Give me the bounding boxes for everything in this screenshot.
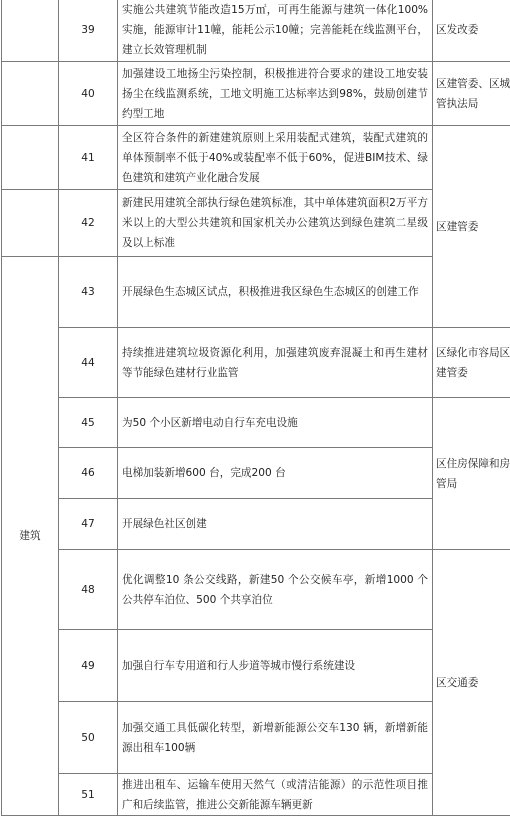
item-number: 43 (59, 257, 118, 328)
task-description: 加强交通工具低碳化转型，新增新能源公交车130 辆，新增新能源出租车100辆 (118, 702, 433, 774)
category-cell (2, 62, 59, 126)
task-description: 开展绿色生态城区试点，积极推进我区绿色生态城区的创建工作 (118, 257, 433, 328)
task-description: 加强建设工地扬尘污染控制，积极推进符合要求的建设工地安装扬尘在线监测系统，工地文明施工达标率达到98%，鼓励创建节约型工地 (118, 62, 433, 126)
item-number: 45 (59, 398, 118, 448)
item-number: 48 (59, 550, 118, 630)
task-description: 开展绿色社区创建 (118, 499, 433, 550)
category-cell (2, 0, 59, 62)
responsible-department: 区交通委 (433, 550, 510, 816)
task-description: 为50 个小区新增电动自行车充电设施 (118, 398, 433, 448)
task-description: 电梯加装新增600 台，完成200 台 (118, 448, 433, 499)
category-cell (2, 190, 59, 257)
item-number: 47 (59, 499, 118, 550)
task-description: 全区符合条件的新建建筑原则上采用装配式建筑，装配式建筑的单体预制率不低于40%或装配率不低于60%，促进BIM技术、绿色建筑和建筑产业化融合发展 (118, 126, 433, 190)
table-row (2, 398, 510, 448)
item-number: 44 (59, 328, 118, 398)
responsible-department: 区绿化市容局区建管委 (433, 328, 510, 398)
task-table (1, 0, 510, 816)
item-number: 39 (59, 0, 118, 62)
table-row (2, 328, 510, 398)
item-number: 40 (59, 62, 118, 126)
task-description: 持续推进建筑垃圾资源化利用，加强建筑废弃混凝土和再生建材等节能绿色建材行业监管 (118, 328, 433, 398)
responsible-department: 区建管委、区城管执法局 (433, 62, 510, 126)
category-label: 建筑 (2, 257, 59, 816)
task-description: 实施公共建筑节能改造15万㎡，可再生能源与建筑一体化100%实施，能源审计11幢，能耗公示10幢；完善能耗在线监测平台，建立长效管理机制 (118, 0, 433, 62)
table-row (2, 0, 510, 62)
item-number: 49 (59, 630, 118, 702)
item-number: 41 (59, 126, 118, 190)
task-description: 新建民用建筑全部执行绿色建筑标准，其中单体建筑面积2万平方米以上的大型公共建筑和国家机关办公建筑达到绿色建筑二星级及以上标准 (118, 190, 433, 257)
table-row (2, 550, 510, 630)
item-number: 50 (59, 702, 118, 774)
responsible-department: 区发改委 (433, 0, 510, 62)
responsible-department: 区建管委 (433, 126, 510, 328)
task-description: 加强自行车专用道和行人步道等城市慢行系统建设 (118, 630, 433, 702)
responsible-department: 区住房保障和房管局 (433, 398, 510, 550)
table-row (2, 126, 510, 190)
item-number: 46 (59, 448, 118, 499)
category-cell (2, 126, 59, 190)
item-number: 51 (59, 774, 118, 816)
task-description: 优化调整10 条公交线路，新建50 个公交候车亭，新增1000 个公共停车泊位、500 个共享泊位 (118, 550, 433, 630)
task-description: 推进出租车、运输车使用天然气（或清洁能源）的示范性项目推广和后续监管，推进公交新能源车辆更新 (118, 774, 433, 816)
table-row (2, 62, 510, 126)
item-number: 42 (59, 190, 118, 257)
